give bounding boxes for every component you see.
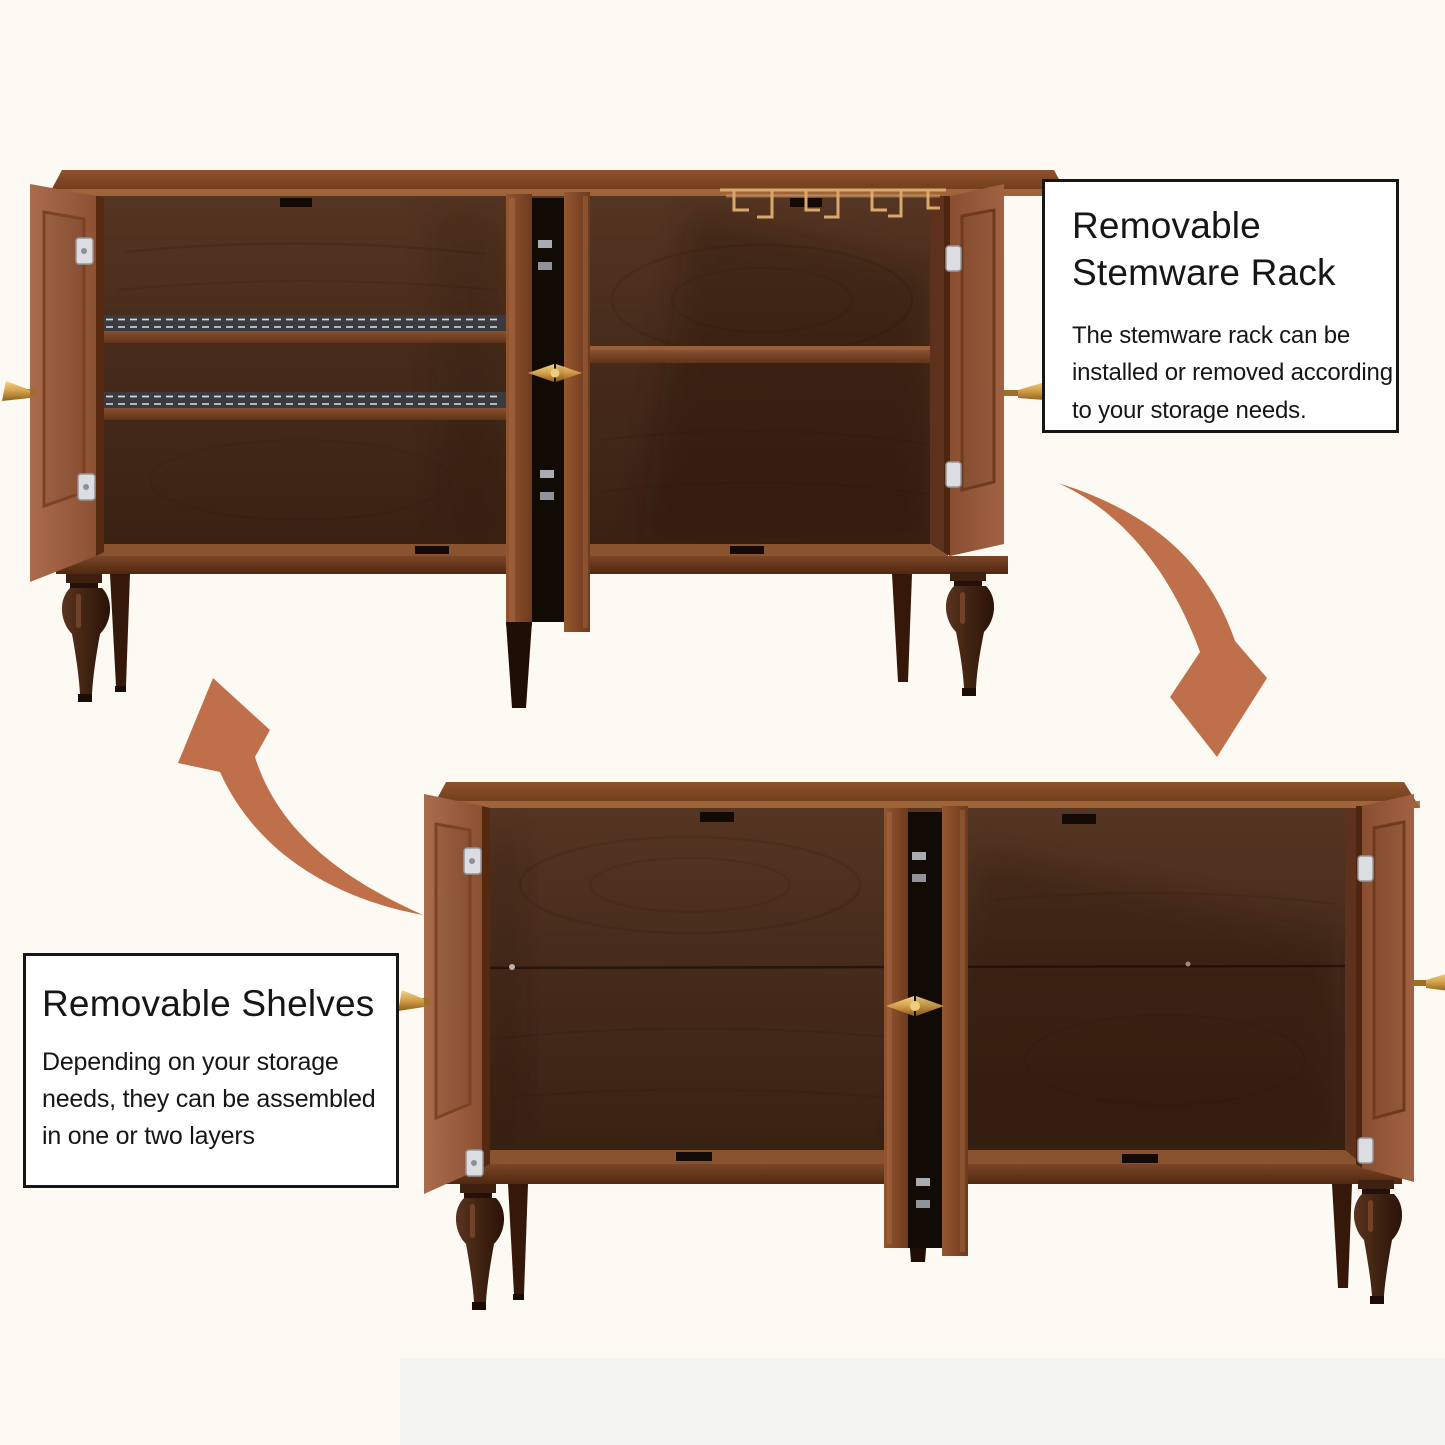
callout-title-line: Removable Shelves: [42, 983, 375, 1024]
curved-arrow-down-icon: [1058, 483, 1267, 757]
cable-slot: [415, 546, 449, 554]
cable-slot: [730, 546, 764, 554]
cable-slot: [1062, 814, 1096, 824]
callout-body-line: The stemware rack can be: [1072, 321, 1350, 349]
callout-title-line: Removable: [1072, 205, 1261, 246]
right-door-open: [944, 184, 1058, 556]
door-shadow: [484, 832, 525, 1150]
top-board-bevel: [432, 801, 1420, 808]
cabinet-leg: [456, 1184, 504, 1310]
callout-body-line: needs, they can be assembled: [42, 1084, 376, 1113]
callout-body: [1072, 317, 1393, 429]
cabinet-leg: [1332, 1184, 1352, 1288]
callout-title: [42, 981, 388, 1028]
removable-shelf-right: [584, 346, 930, 363]
cabinet-leg: [62, 574, 110, 702]
callout-body-line: Depending on your storage: [42, 1047, 339, 1076]
left-door-open: [2, 184, 104, 582]
cable-slot: [700, 812, 734, 822]
right-door-open: [1356, 794, 1445, 1182]
door-knob: [1414, 972, 1445, 992]
cabinet-leg: [1354, 1180, 1402, 1304]
removable-shelf-upper: [100, 315, 506, 343]
callout-body: [42, 1044, 388, 1155]
curved-arrow-up-icon: [178, 678, 423, 915]
cabinet-leg: [946, 572, 994, 696]
callout-title: [1072, 203, 1388, 297]
cable-slot: [676, 1152, 712, 1161]
center-doors-open: [884, 806, 968, 1256]
callout-body-line: in one or two layers: [42, 1121, 255, 1150]
cabinet-leg: [892, 574, 912, 682]
cabinet-leg: [506, 622, 532, 708]
cabinet-leg: [110, 574, 130, 686]
cable-slot: [280, 198, 312, 207]
callout-title-line: Stemware Rack: [1072, 251, 1336, 293]
door-shadow: [640, 210, 930, 544]
center-doors-open: [506, 192, 590, 632]
callout-body-line: to your storage needs.: [1072, 396, 1307, 424]
cabinet-top-view: [2, 170, 1068, 708]
cabinet-bottom-view: [398, 782, 1445, 1310]
left-door-open: [398, 794, 490, 1194]
cabinet-leg: [508, 1184, 528, 1294]
callout-stemware-rack: [1042, 179, 1399, 433]
callout-body-line: installed or removed according: [1072, 359, 1393, 387]
callout-removable-shelves: [23, 953, 399, 1188]
cable-slot: [1122, 1154, 1158, 1163]
removable-shelf-lower: [100, 392, 506, 420]
